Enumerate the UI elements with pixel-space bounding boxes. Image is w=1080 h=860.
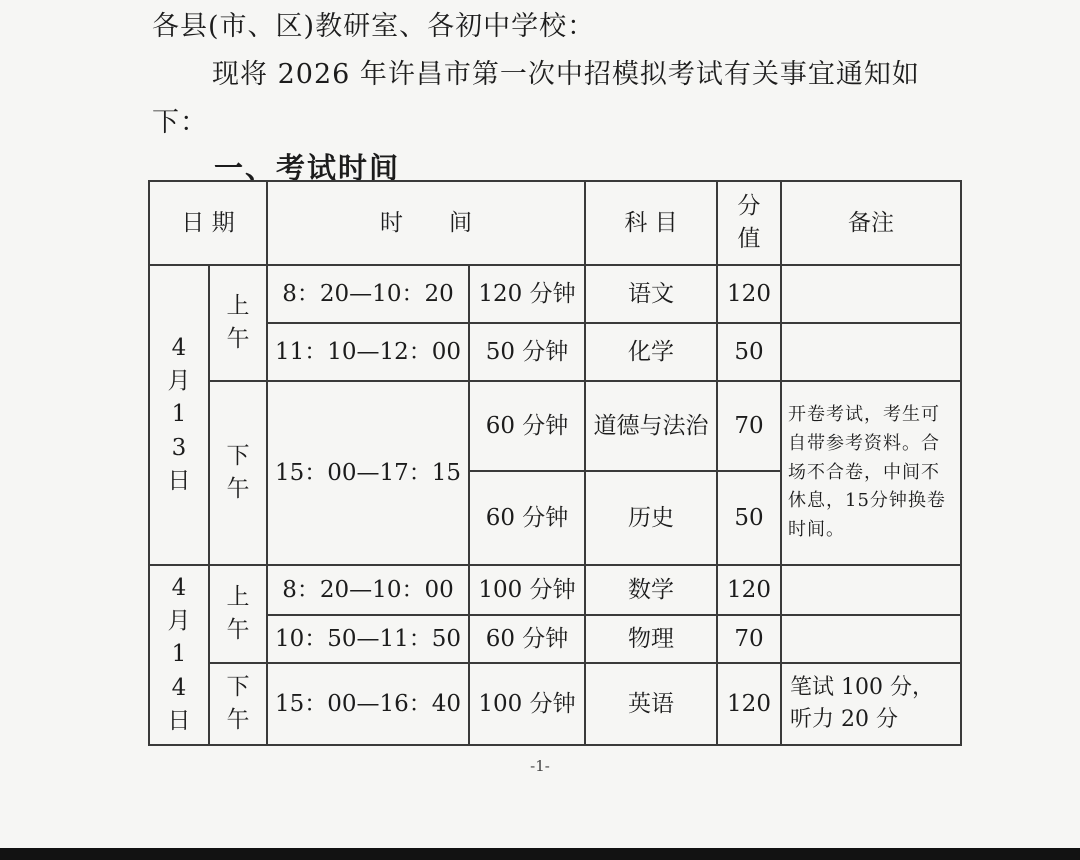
time-cell: 8：20—10：00 [267,565,469,615]
time-cell: 8：20—10：20 [267,265,469,323]
day1-afternoon: 下午 [226,442,250,502]
table-row [149,615,961,663]
day2-afternoon: 下午 [226,673,250,733]
note-cell [781,565,961,615]
table-row [149,565,961,615]
subject-cell: 道德与法治 [585,381,717,471]
score-cell: 70 [717,615,781,663]
header-note: 备注 [781,181,961,265]
page-number: -1- [530,757,550,775]
header-time: 时 间 [267,181,585,265]
time-cell: 11：10—12：00 [267,323,469,381]
time-cell: 15：00—16：40 [267,663,469,745]
table-row [149,381,961,471]
day1-date-cell [149,265,209,565]
duration-cell: 60 分钟 [469,471,585,565]
exam-schedule-table [148,180,962,746]
score-cell: 50 [717,323,781,381]
score-cell: 70 [717,381,781,471]
score-cell: 120 [717,265,781,323]
intro-text-line2: 下： [152,107,208,138]
duration-cell: 100 分钟 [469,663,585,745]
day1-morning-cell [209,265,267,381]
note-cell: 笔试 100 分，听力 20 分 [781,663,961,745]
day2-morning-cell [209,565,267,663]
subject-cell: 物理 [585,615,717,663]
time-cell: 15：00—17：15 [267,381,469,565]
day2-morning: 上午 [226,583,250,643]
subject-cell: 数学 [585,565,717,615]
salutation: 各县(市、区)教研室、各初中学校： [152,11,596,42]
note-cell [781,615,961,663]
duration-cell: 60 分钟 [469,615,585,663]
score-cell: 120 [717,663,781,745]
note-cell [781,265,961,323]
header-subject: 科 目 [585,181,717,265]
note-cell [781,323,961,381]
day1-afternoon-cell [209,381,267,565]
section-heading: 一、考试时间 [214,151,401,185]
score-cell: 120 [717,565,781,615]
subject-cell: 英语 [585,663,717,745]
day2-date-cell [149,565,209,745]
intro-text-line1: 现将 2026 年许昌市第一次中招模拟考试有关事宜通知如 [212,59,920,90]
day2-afternoon-cell [209,663,267,745]
table-row [149,663,961,745]
day1-morning: 上午 [226,292,250,352]
day1-date: 4月13日 [167,334,191,495]
header-date: 日 期 [149,181,267,265]
duration-cell: 120 分钟 [469,265,585,323]
time-cell: 10：50—11：50 [267,615,469,663]
subject-cell: 语文 [585,265,717,323]
subject-cell: 历史 [585,471,717,565]
header-score-text: 分值 [737,192,761,252]
note-cell: 开卷考试，考生可自带参考资料。合场不合卷，中间不休息，15分钟换卷时间。 [781,381,961,565]
bottom-bar [0,848,1080,860]
duration-cell: 100 分钟 [469,565,585,615]
table-header-row [149,181,961,265]
day2-date: 4月14日 [167,574,191,735]
table-row [149,323,961,381]
duration-cell: 50 分钟 [469,323,585,381]
duration-cell: 60 分钟 [469,381,585,471]
table-row [149,265,961,323]
subject-cell: 化学 [585,323,717,381]
header-score [717,181,781,265]
score-cell: 50 [717,471,781,565]
